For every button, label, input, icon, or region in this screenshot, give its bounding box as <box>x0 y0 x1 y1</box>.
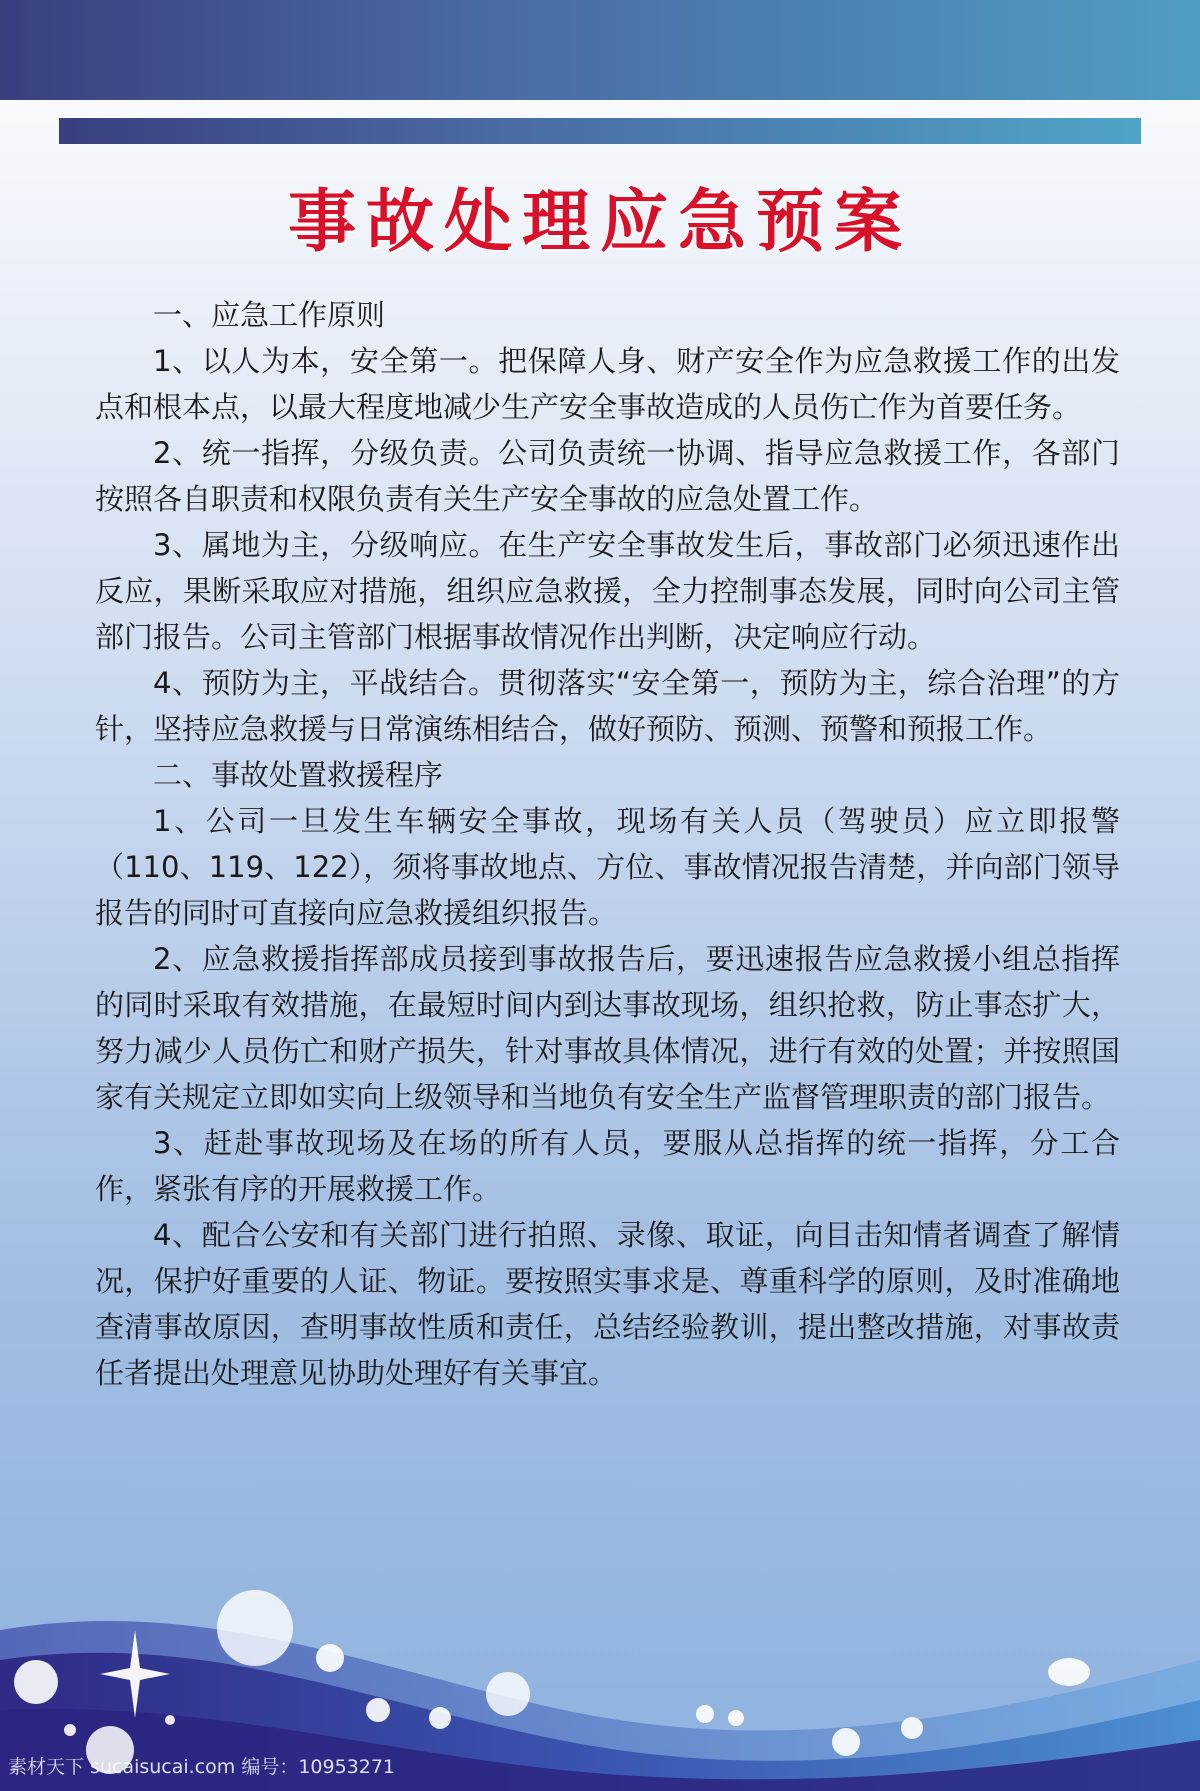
paragraph: 4、预防为主，平战结合。贯彻落实“安全第一，预防为主，综合治理”的方针，坚持应急救援与日常演练相结合，做好预防、预测、预警和预报工作。 <box>95 666 1120 746</box>
paragraph: 3、赶赴事故现场及在场的所有人员，要服从总指挥的统一指挥，分工合作，紧张有序的开展救援工作。 <box>95 1126 1120 1206</box>
title-divider-band <box>59 118 1141 144</box>
paragraph: 4、配合公安和有关部门进行拍照、录像、取证，向目击知情者调查了解情况，保护好重要的人证、物证。要按照实事求是、尊重科学的原则，及时准确地查清事故原因，查明事故性质和责任，总结经验教训，提出整改措施，对事故责任者提出处理意见协助处理好有关事宜。 <box>95 1218 1120 1390</box>
paragraph: 1、以人为本，安全第一。把保障人身、财产安全作为应急救援工作的出发点和根本点，以最大程度地减少生产安全事故造成的人员伤亡作为首要任务。 <box>95 344 1120 424</box>
document-body <box>95 292 1120 1396</box>
paragraph: 3、属地为主，分级响应。在生产安全事故发生后，事故部门必须迅速作出反应，果断采取应对措施，组织应急救援，全力控制事态发展，同时向公司主管部门报告。公司主管部门根据事故情况作出判断，决定响应行动。 <box>95 528 1120 654</box>
section-heading-principles: 一、应急工作原则 <box>153 298 386 332</box>
top-header-band <box>0 0 1200 100</box>
paragraph: 1、公司一旦发生车辆安全事故，现场有关人员（驾驶员）应立即报警（110、119、122），须将事故地点、方位、事故情况报告清楚，并向部门领导报告的同时可直接向应急救援组织报告。 <box>95 804 1120 930</box>
paragraph: 2、应急救援指挥部成员接到事故报告后，要迅速报告应急救援小组总指挥的同时采取有效措施，在最短时间内到达事故现场，组织抢救，防止事态扩大，努力减少人员伤亡和财产损失，针对事故具体情况，进行有效的处置；并按照国家有关规定立即如实向上级领导和当地负有安全生产监督管理职责的部门报告。 <box>95 942 1120 1114</box>
paragraph: 2、统一指挥，分级负责。公司负责统一协调、指导应急救援工作，各部门按照各自职责和权限负责有关生产安全事故的应急处置工作。 <box>95 436 1120 516</box>
page-title: 事故处理应急预案 <box>287 183 912 262</box>
watermark-text: 素材天下 sucaisucai.com 编号：10953271 <box>8 1756 396 1778</box>
section-heading-procedure: 二、事故处置救援程序 <box>153 758 444 792</box>
